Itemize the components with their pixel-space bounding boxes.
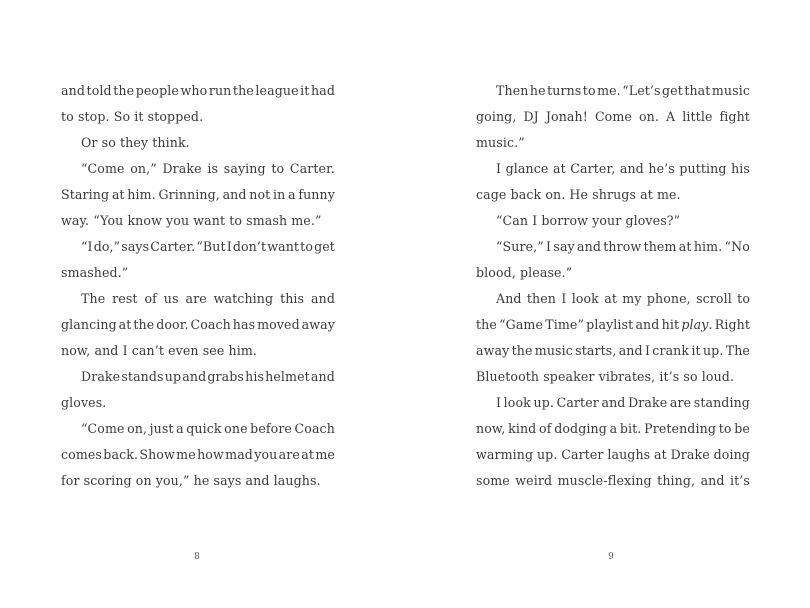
right-text-line: I look up. Carter and Drake are standing — [496, 395, 750, 410]
left-text-line: Drake stands up and grabs his helmet and — [81, 369, 335, 384]
right-text-line: warming up. Carter laughs at Drake doing — [476, 447, 750, 462]
left-text-line: now, and I can’t even see him. — [61, 343, 257, 358]
right-text-line: now, kind of dodging a bit. Pretending to be — [476, 421, 750, 436]
left-text-line: smashed.” — [61, 265, 129, 280]
right-text-line: And then I look at my phone, scroll to — [496, 291, 750, 306]
left-text-line: comes back. Show me how mad you are at me — [61, 447, 335, 462]
left-text-line: “Come on, just a quick one before Coach — [81, 421, 335, 436]
left-text-line: to stop. So it stopped. — [61, 109, 204, 124]
left-text-line: “Come on,” Drake is saying to Carter. — [81, 161, 335, 176]
right-text-line: music.” — [476, 135, 525, 150]
right-text-line: Bluetooth speaker vibrates, it’s so loud. — [476, 369, 735, 384]
page-number-left: 8 — [194, 552, 200, 562]
left-text-line: and told the people who run the league it had — [61, 83, 335, 98]
left-text-line: glancing at the door. Coach has moved away — [61, 317, 335, 332]
right-text-line: Then he turns to me. “Let’s get that music — [496, 83, 750, 98]
right-text-line: I glance at Carter, and he’s putting his — [496, 161, 750, 176]
left-text-line: for scoring on you,” he says and laughs. — [61, 473, 321, 488]
left-text-line: The rest of us are watching this and — [81, 291, 335, 306]
right-text-line: some weird muscle-flexing thing, and it’s — [476, 473, 750, 488]
left-text-line: Staring at him. Grinning, and not in a funny — [61, 187, 335, 202]
left-page-body — [61, 78, 335, 494]
left-text-line: gloves. — [61, 395, 107, 410]
right-page-body — [476, 78, 750, 494]
right-text-line: blood, please.” — [476, 265, 573, 280]
right-text-line: “Can I borrow your gloves?” — [496, 213, 681, 228]
right-text-line: going, DJ Jonah! Come on. A little fight — [476, 109, 750, 124]
page-number-right: 9 — [608, 552, 614, 562]
right-text-line: cage back on. He shrugs at me. — [476, 187, 681, 202]
right-text-line: the “Game Time” playlist and hit play. Right — [476, 317, 750, 332]
left-text-line: “I do,” says Carter. “But I don’t want to get — [81, 239, 335, 254]
right-text-line: “Sure,” I say and throw them at him. “No — [496, 239, 750, 254]
left-text-line: Or so they think. — [81, 135, 190, 150]
left-text-line: way. “You know you want to smash me.” — [61, 213, 322, 228]
right-text-line: away the music starts, and I crank it up. The — [476, 343, 750, 358]
